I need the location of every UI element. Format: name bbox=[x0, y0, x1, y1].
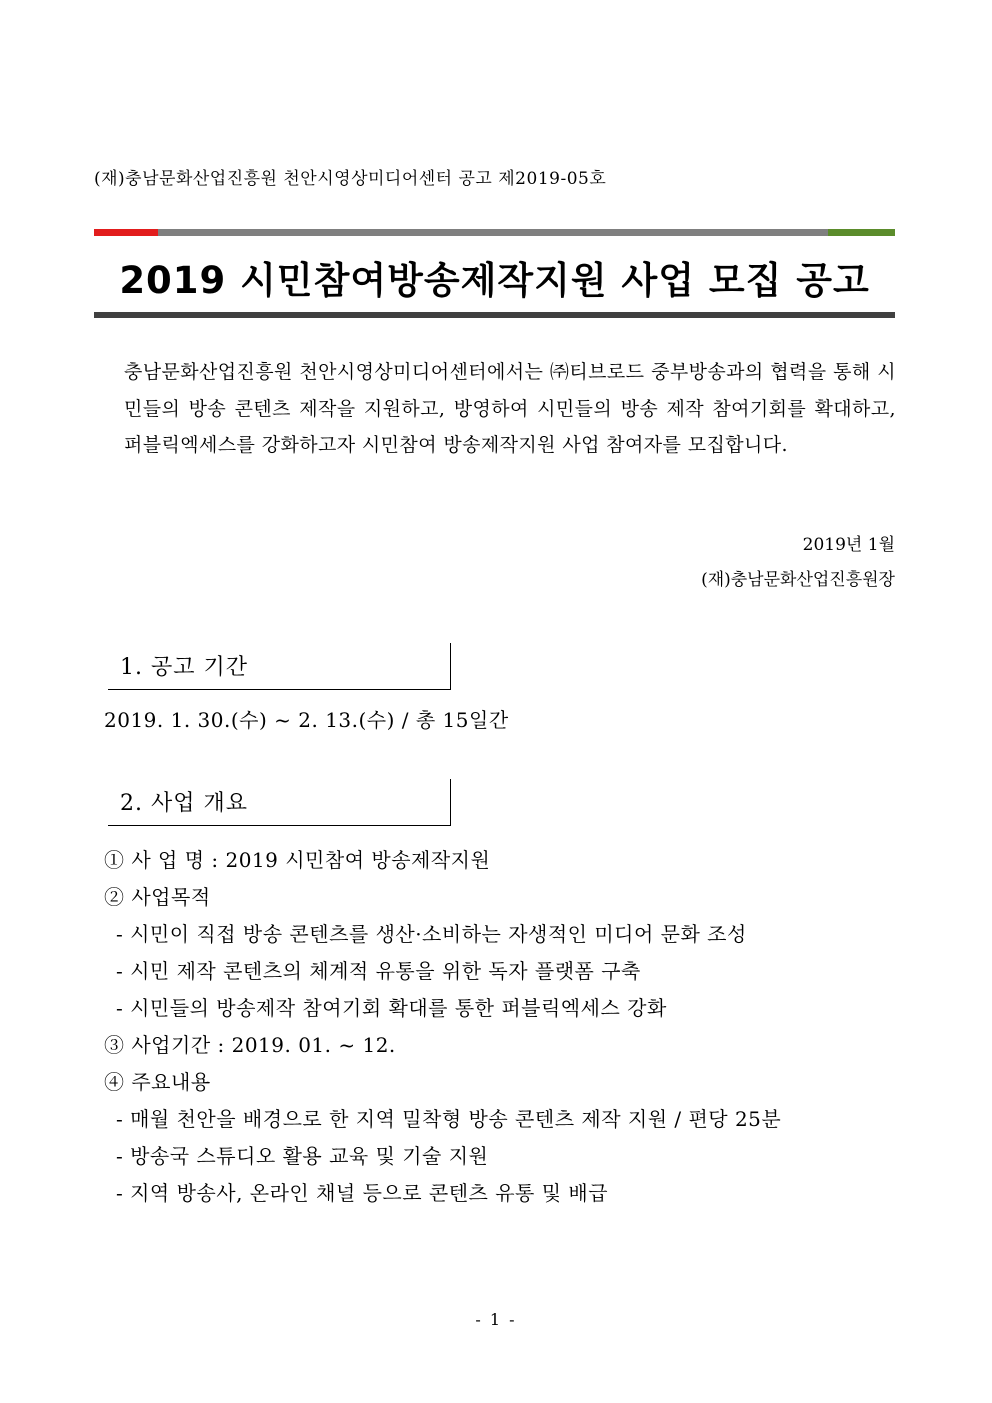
section-title-1: 1. 공고 기간 bbox=[120, 655, 248, 680]
section-heading-2 bbox=[108, 779, 451, 826]
announcement-date: 2019년 1월 bbox=[802, 535, 895, 555]
section-title-2: 2. 사업 개요 bbox=[120, 791, 248, 816]
document-title: 2019 시민참여방송제작지원 사업 모집 공고 bbox=[119, 259, 870, 302]
business-overview-list bbox=[104, 843, 781, 1213]
title-bar-green bbox=[828, 229, 895, 236]
list-item: - 시민 제작 콘텐츠의 체계적 유통을 위한 독자 플랫폼 구축 bbox=[116, 959, 641, 983]
announcement-period: 2019. 1. 30.(수) ~ 2. 13.(수) / 총 15일간 bbox=[104, 708, 509, 732]
list-item: ④ 주요내용 bbox=[104, 1070, 211, 1094]
title-bar-bottom bbox=[94, 312, 895, 318]
notice-number: (재)충남문화산업진흥원 천안시영상미디어센터 공고 제2019-05호 bbox=[94, 169, 607, 189]
list-item: ② 사업목적 bbox=[104, 885, 211, 909]
list-item: - 지역 방송사, 온라인 채널 등으로 콘텐츠 유통 및 배급 bbox=[116, 1181, 609, 1205]
list-item: - 시민이 직접 방송 콘텐츠를 생산·소비하는 자생적인 미디어 문화 조성 bbox=[116, 922, 747, 946]
page-number: - 1 - bbox=[475, 1310, 517, 1329]
list-item: - 방송국 스튜디오 활용 교육 및 기술 지원 bbox=[116, 1144, 489, 1168]
section-heading-1 bbox=[108, 643, 451, 690]
issuing-organization: (재)충남문화산업진흥원장 bbox=[701, 570, 895, 590]
list-item: ③ 사업기간 : 2019. 01. ~ 12. bbox=[104, 1033, 396, 1057]
intro-paragraph: 충남문화산업진흥원 천안시영상미디어센터에서는 ㈜티브로드 중부방송과의 협력을 통해 시민들의 방송 콘텐츠 제작을 지원하고, 방영하여 시민들의 방송 제작 참여기회를 확대하고, 퍼블릭엑세스를 강화하고자 시민참여 방송제작지원 사업 참여자를 모집합니다. bbox=[124, 361, 896, 456]
list-item: - 매월 천안을 배경으로 한 지역 밀착형 방송 콘텐츠 제작 지원 / 편당 25분 bbox=[116, 1107, 782, 1131]
list-item: - 시민들의 방송제작 참여기회 확대를 통한 퍼블릭엑세스 강화 bbox=[116, 996, 667, 1020]
list-item: ① 사 업 명 : 2019 시민참여 방송제작지원 bbox=[104, 848, 491, 872]
title-bar-red bbox=[94, 229, 158, 236]
title-bar-gray bbox=[158, 229, 828, 236]
